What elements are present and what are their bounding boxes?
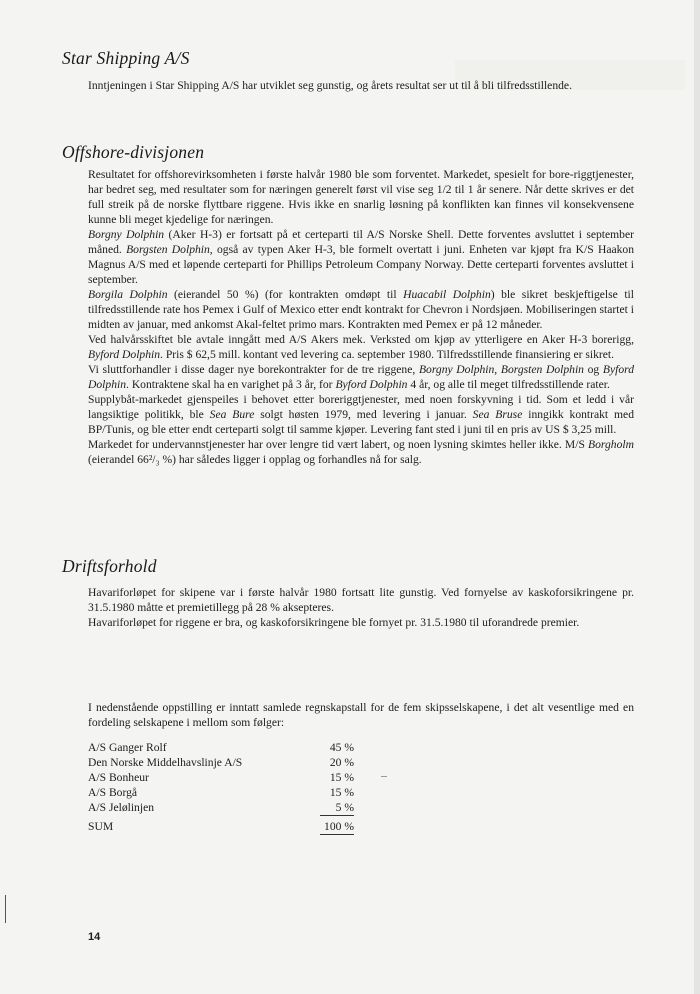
ownership-share: 20 %: [329, 756, 354, 769]
ownership-share: 15 %: [329, 771, 354, 784]
driftsforhold-paragraph-2: Havariforløpet for riggene er bra, og kaskoforsikringene ble fornyet pr. 31.5.1980 til uforandrede premier.: [88, 616, 580, 629]
text-run: ) ble sikret beskjeftigelse til tilfredsstillende rate hos Pemex i Gulf of Mexico etter endt kontrakt for Chevron i Nordsjøen. Mobiliseringen startet i midten av januar, med ankomst Akal-feltet primo mars. Kontrakten med Pemex er på 12 måneder.: [88, 288, 634, 331]
vessel-name: Byford Dolphin: [88, 348, 161, 361]
heading-driftsforhold: Driftsforhold: [62, 556, 157, 576]
company-name: Den Norske Middelhavslinje A/S: [88, 756, 243, 769]
vessel-name: Sea Bruse: [472, 408, 523, 421]
text-run: Vi sluttforhandler i disse dager nye borekontrakter for de tre riggene,: [88, 363, 419, 376]
text-run: . Kontraktene skal ha en varighet på 3 år, for: [126, 378, 336, 391]
offshore-body: [88, 167, 634, 467]
company-name: A/S Bonheur: [88, 771, 149, 784]
text-run: solgt høsten 1979, med levering i januar.: [254, 408, 473, 421]
offshore-paragraph-2: [88, 227, 634, 287]
text-run: og: [583, 363, 603, 376]
driftsforhold-paragraph-1: Havariforløpet for skipene var i første halvår 1980 fortsatt lite gunstig. Ved fornyelse av kaskoforsikringene pr. 31.5.1980 måtte et premietillegg på 28 % aksepteres.: [88, 586, 634, 614]
text-run: Supplybåt-markedet gjenspeiles i behovet etter boreriggtjenester, med noen forskyvning i tid. Som et ledd i vår langsiktige politikk, ble: [88, 393, 634, 421]
text-run: (eierandel 50 %) (for kontrakten omdøpt til: [167, 288, 404, 301]
table-row: [88, 800, 354, 816]
text-run: også av typen Aker H-3, ble formelt overtatt i juni. Enheten var kjøpt fra K/S Haakon Magnus A/S med et løpende certeparti for Phillips Petroleum Company Norway. Dette certeparti forventes avsluttet i september.: [88, 243, 635, 286]
vessel-name: Sea Bure: [209, 408, 255, 421]
heading-offshore: Offshore-divisjonen: [62, 142, 205, 162]
text-run: Markedet for undervannstjenester har over lengre tid vært labert, og noen lysning skimtes heller ikke. M/S: [88, 438, 589, 451]
vessel-name: Borgny Dolphin, Borgsten Dolphin: [418, 363, 584, 376]
ownership-share: 15 %: [329, 786, 354, 799]
offshore-paragraph-1: [88, 167, 634, 227]
vessel-name: Borgholm: [588, 438, 634, 451]
text-run: (eierandel 66²/₃ %) har således ligger i opplag og forhandles nå for salg.: [88, 453, 422, 466]
ownership-sum: [88, 816, 354, 835]
offshore-paragraph-6: [88, 392, 634, 437]
text-run: inngikk kontrakt med BP/Tunis, og ble etter endt certeparti solgt til samme kjøper. Levering fant sted i juni til en pris av US $ 3,25 mill.: [88, 408, 634, 436]
offshore-paragraph-5: [88, 362, 634, 392]
table-row: [88, 740, 354, 755]
offshore-paragraph-4: [88, 332, 634, 362]
heading-star-shipping: Star Shipping A/S: [62, 48, 190, 68]
margin-mark: [5, 895, 6, 923]
vessel-name: Byford Dolphin: [335, 378, 408, 391]
vessel-name: Borgsten Dolphin,: [126, 243, 213, 256]
text-run: . Pris $ 62,5 mill. kontant ved levering ca. september 1980. Tilfredsstillende finansiering er sikret.: [160, 348, 615, 361]
company-name: A/S Borgå: [88, 786, 138, 799]
ownership-rows: [88, 740, 354, 816]
vessel-name: Byford Dolphin: [88, 363, 635, 391]
text-run: Ved halvårsskiftet ble avtale inngått med A/S Akers mek. Verksted om kjøp av ytterligere en Aker H-3 borerigg,: [88, 333, 634, 346]
ownership-share: 5 %: [320, 800, 354, 816]
company-name: A/S Jelølinjen: [88, 801, 155, 815]
table-row: [88, 785, 354, 800]
paragraph-star-shipping: [88, 78, 634, 93]
sum-value: 100 %: [320, 816, 354, 835]
sum-label: SUM: [88, 820, 114, 833]
distribution-intro: I nedenstående oppstilling er inntatt samlede regnskapstall for de fem skipsselskapene, i det alt vesentlige med en fordeling selskapene i mellom som følger:: [88, 701, 634, 729]
offshore-p1-text: Resultatet for offshorevirksomheten i første halvår 1980 ble som forventet. Markedet, spesielt for bore-riggtjenester, har bedret seg, med resultater som for næringen generelt først vil vise seg 1/2 til 1 år senere. Når dette skrives er det full streik på de norske flyttbare riggene. Hvis ikke en snarlig løsning på konflikten kan finnes vil konsekvensene kunne bli meget kjedelige for næringen.: [88, 168, 634, 226]
vessel-name: Borgny Dolphin: [88, 228, 165, 241]
stray-mark: [381, 776, 387, 777]
driftsforhold-body: [88, 585, 634, 630]
page-edge: [694, 0, 700, 994]
table-row: [88, 770, 354, 785]
ownership-table: [88, 740, 354, 835]
vessel-name: Huacabil Dolphin: [403, 288, 491, 301]
star-shipping-text: Inntjeningen i Star Shipping A/S har utviklet seg gunstig, og årets resultat ser ut til å bli tilfredsstillende.: [88, 79, 572, 92]
sum-row: [88, 816, 354, 835]
offshore-paragraph-7: [88, 437, 634, 467]
offshore-paragraph-3: [88, 287, 634, 332]
ownership-share: 45 %: [329, 741, 354, 754]
text-run: 4 år, og alle til meget tilfredsstillende rater.: [407, 378, 610, 391]
table-row: [88, 755, 354, 770]
page-number: 14: [88, 931, 101, 943]
vessel-name: Borgila Dolphin: [88, 288, 168, 301]
company-name: A/S Ganger Rolf: [88, 741, 167, 754]
text-run: (Aker H-3) er fortsatt på et certeparti til A/S Norske Shell. Dette forventes avsluttet i september måned.: [88, 228, 634, 256]
